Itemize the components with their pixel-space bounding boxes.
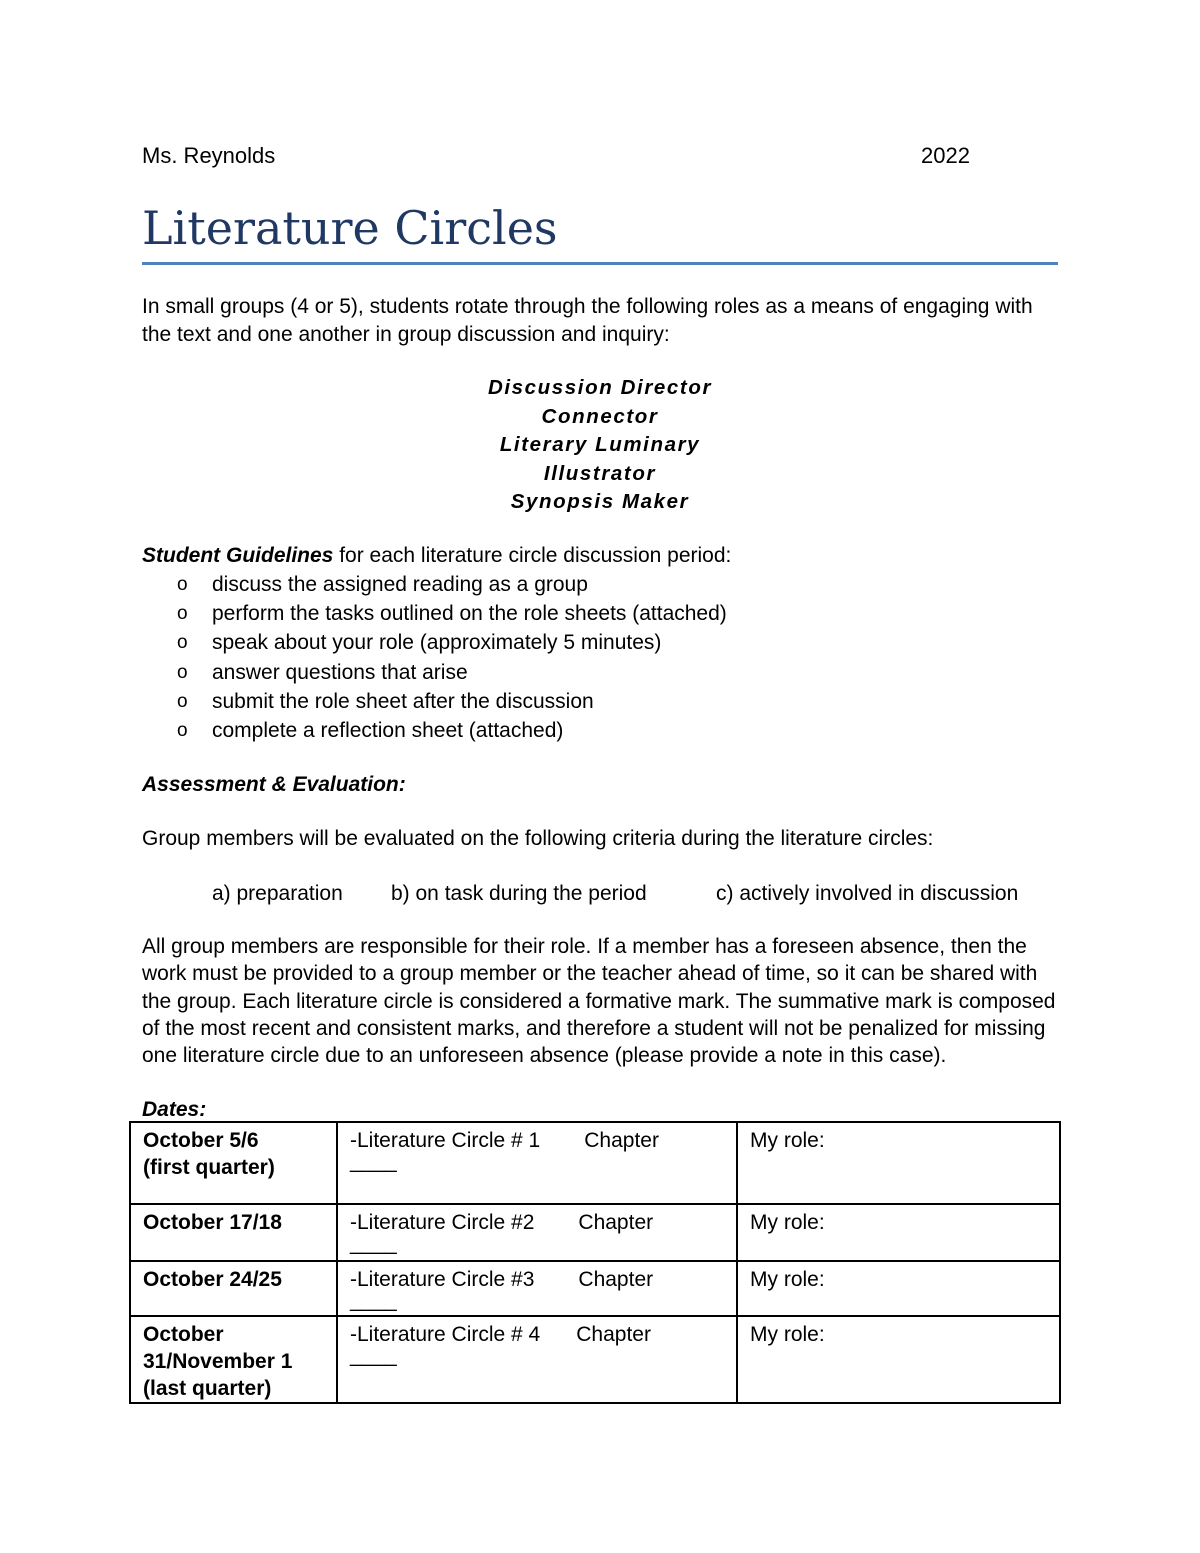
criterion-on-task: b) on task during the period (391, 882, 647, 905)
year: 2022 (921, 143, 970, 168)
circle-cell (337, 1204, 737, 1261)
assessment-heading: Assessment & Evaluation: (142, 773, 406, 796)
chapter-label: Chapter (578, 1211, 654, 1234)
list-item-text: submit the role sheet after the discussion (212, 689, 594, 713)
circle-line (350, 1127, 724, 1154)
chapter-blank: ____ (350, 1289, 397, 1312)
guidelines-lead: Student Guidelines (142, 544, 334, 567)
bullet-marker: o (177, 632, 188, 654)
circle-cell (337, 1316, 737, 1403)
document-header (142, 142, 970, 170)
role-item: Connector (541, 404, 659, 428)
circle-label: -Literature Circle #3 (350, 1268, 535, 1291)
title-underline (142, 262, 1058, 265)
bullet-marker: o (177, 603, 188, 625)
date-cell (130, 1122, 337, 1204)
circle-label: -Literature Circle # 1 (350, 1129, 541, 1152)
role-item: Synopsis Maker (510, 490, 690, 513)
date-cell (130, 1204, 337, 1261)
student-guidelines (142, 542, 1042, 745)
list-item-text: discuss the assigned reading as a group (212, 573, 588, 596)
criteria-intro: Group members will be evaluated on the following criteria during the literature circles: (142, 827, 934, 850)
circle-cell (337, 1122, 737, 1204)
criterion-involvement: c) actively involved in discussion (716, 882, 1019, 905)
table-row (130, 1261, 1060, 1316)
role-cell[interactable] (737, 1316, 1060, 1403)
circle-label: -Literature Circle # 4 (350, 1323, 541, 1346)
circle-line (350, 1266, 724, 1293)
dates-table (129, 1121, 1061, 1404)
guidelines-lead-rest: for each literature circle discussion period: (333, 544, 732, 567)
roles-list (300, 374, 900, 517)
bullet-marker: o (177, 690, 188, 712)
role-item: Illustrator (543, 461, 657, 485)
guidelines-list (142, 570, 1042, 745)
role-cell[interactable] (737, 1122, 1060, 1204)
list-item (142, 599, 1042, 628)
guidelines-heading (142, 542, 1042, 570)
list-item-text: complete a reflection sheet (attached) (212, 719, 564, 743)
date-line: (last quarter) (143, 1377, 272, 1400)
date-cell (130, 1316, 337, 1403)
date-line: (first quarter) (143, 1156, 275, 1179)
chapter-label: Chapter (584, 1129, 659, 1152)
bullet-marker: o (177, 720, 188, 742)
date-line: October (143, 1323, 224, 1346)
intro-paragraph: In small groups (4 or 5), students rotate through the following roles as a means of engaging with the text and one another in group discussion and inquiry: (142, 295, 1033, 346)
list-item (142, 628, 1042, 657)
table-row (130, 1122, 1060, 1204)
table-row (130, 1316, 1060, 1403)
date-cell (130, 1261, 337, 1316)
date-line: October 5/6 (143, 1129, 259, 1152)
role-label: My role: (750, 1129, 825, 1152)
list-item-text: perform the tasks outlined on the role sheets (attached) (212, 602, 727, 626)
table-row (130, 1204, 1060, 1261)
role-label: My role: (750, 1268, 825, 1291)
bullet-marker: o (177, 574, 188, 595)
list-item (142, 658, 1042, 687)
criterion-preparation: a) preparation (212, 882, 343, 905)
circle-line (350, 1209, 724, 1236)
circle-cell (337, 1261, 737, 1316)
role-label: My role: (750, 1323, 825, 1346)
circle-line (350, 1321, 724, 1348)
date-line: October 24/25 (143, 1268, 282, 1291)
date-line: October 17/18 (143, 1211, 282, 1234)
chapter-blank: ____ (350, 1150, 397, 1173)
role-item: Discussion Director (487, 376, 713, 399)
chapter-blank: ____ (350, 1232, 397, 1255)
date-line: 31/November 1 (143, 1350, 293, 1373)
chapter-label: Chapter (578, 1268, 654, 1291)
bullet-marker: o (177, 661, 188, 683)
list-item-text: speak about your role (approximately 5 minutes) (212, 631, 662, 655)
list-item (142, 716, 1042, 745)
role-cell[interactable] (737, 1204, 1060, 1261)
chapter-label: Chapter (576, 1323, 651, 1346)
role-cell[interactable] (737, 1261, 1060, 1316)
teacher-name: Ms. Reynolds (142, 143, 276, 168)
role-label: My role: (750, 1211, 825, 1234)
list-item (142, 687, 1042, 716)
page-title: Literature Circles (142, 201, 558, 255)
role-item: Literary Luminary (499, 433, 701, 456)
absence-policy-paragraph: All group members are responsible for their role. If a member has a foreseen absence, then the work must be provided to a group member or the teacher ahead of time, so it can be shared with the group. Each literature circle is considered a formative mark. The summative mark is composed of the most recent and consistent marks, and therefore a student will not be penalized for missing one literature circle due to an unforeseen absence (please provide a note in this case). (142, 935, 1056, 1068)
chapter-blank: ____ (350, 1344, 397, 1367)
circle-label: -Literature Circle #2 (350, 1211, 535, 1234)
list-item-text: answer questions that arise (212, 660, 468, 684)
list-item (142, 570, 1042, 599)
dates-heading: Dates: (142, 1098, 207, 1121)
